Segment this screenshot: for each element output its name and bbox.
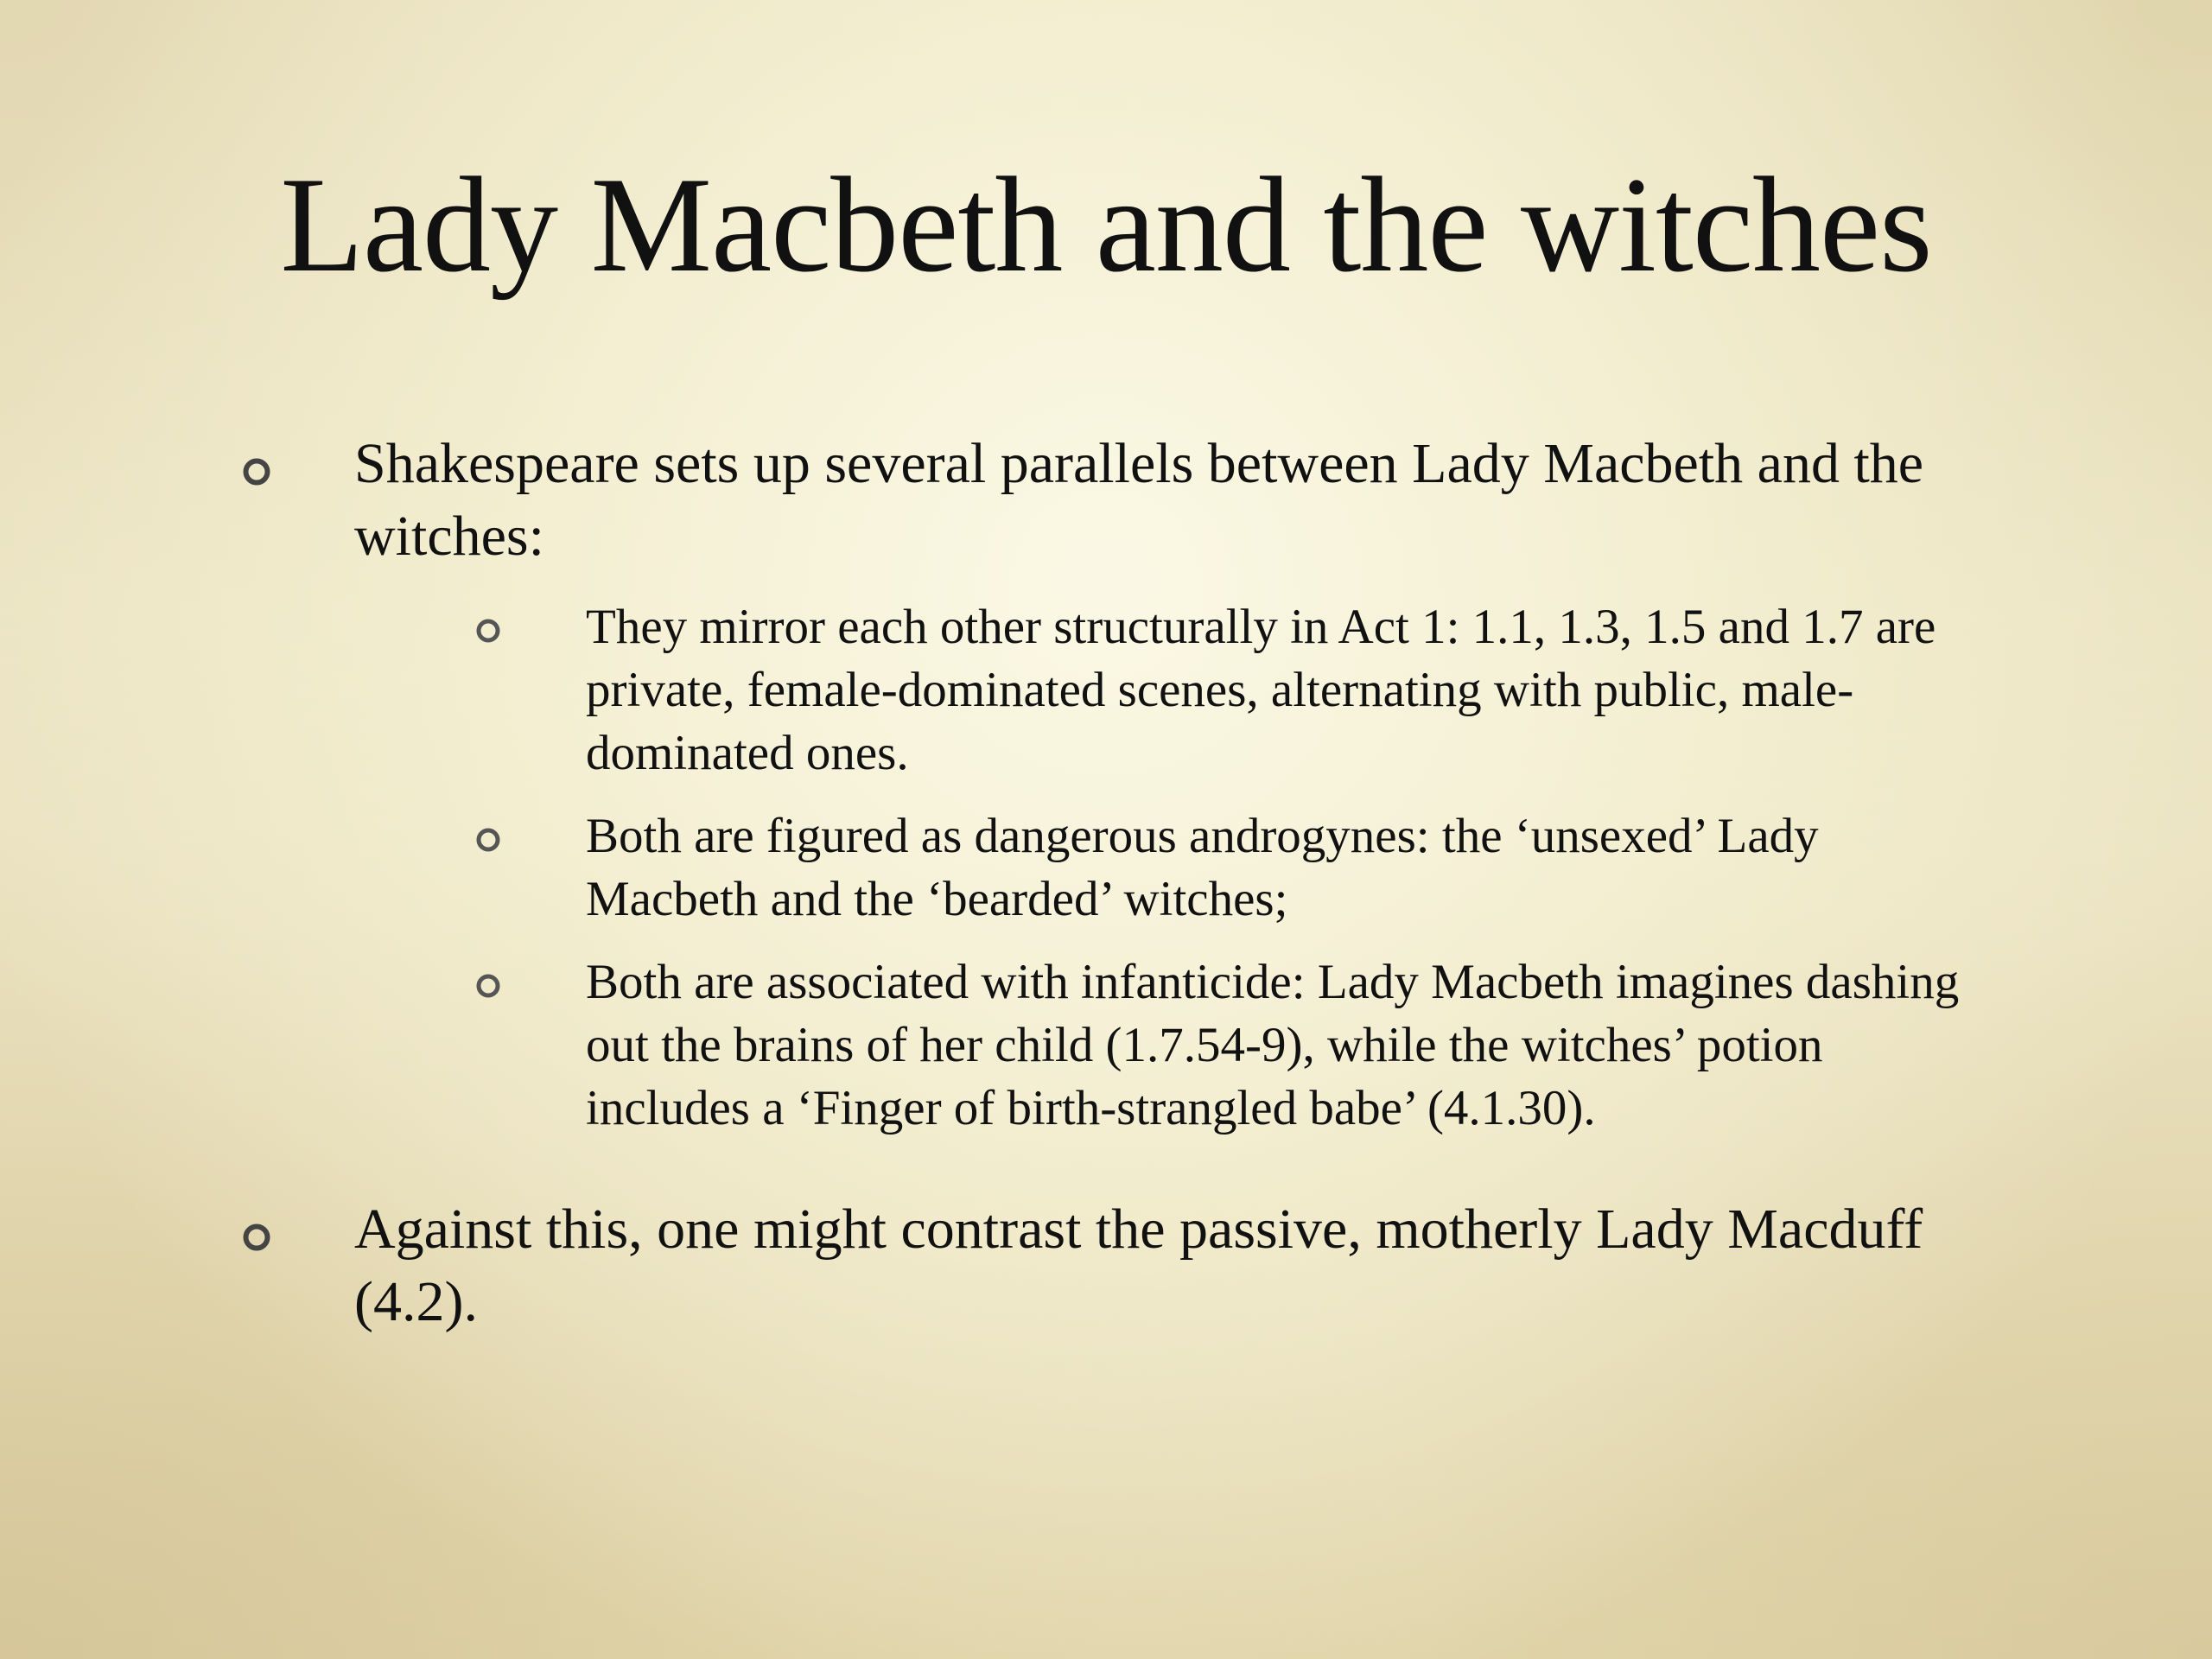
sub-bullet-list [354, 595, 1970, 1140]
sub-bullet-item [354, 595, 1970, 785]
sub-bullet-item [354, 804, 1970, 931]
bullet-text: Shakespeare sets up several parallels between Lady Macbeth and the witches: [354, 432, 1924, 568]
bullet-item [233, 428, 1970, 1140]
sub-bullet-item [354, 950, 1970, 1140]
open-circle-bullet-icon [242, 1223, 271, 1252]
bullet-text: Against this, one might contrast the passive, motherly Lady Macduff (4.2). [354, 1198, 1923, 1333]
open-circle-bullet-icon [242, 457, 271, 486]
open-circle-bullet-icon [475, 973, 501, 999]
bullet-item [233, 1193, 1970, 1338]
sub-bullet-text: Both are associated with infanticide: Lady Macbeth imagines dashing out the brains of her child (1.7.54-9), while the witches’ potion includes a ‘Finger of birth-strangled babe’ (4.1.30). [586, 955, 1960, 1135]
slide-title: Lady Macbeth and the witches [280, 149, 1932, 301]
sub-bullet-text: Both are figured as dangerous androgynes: the ‘unsexed’ Lady Macbeth and the ‘bearded’ witches; [586, 809, 1819, 926]
open-circle-bullet-icon [475, 618, 501, 644]
slide-body [233, 428, 1970, 1338]
open-circle-bullet-icon [475, 827, 501, 853]
sub-bullet-text: They mirror each other structurally in Act 1: 1.1, 1.3, 1.5 and 1.7 are private, female-dominated scenes, alternating with public, male-dominated ones. [586, 600, 1936, 780]
